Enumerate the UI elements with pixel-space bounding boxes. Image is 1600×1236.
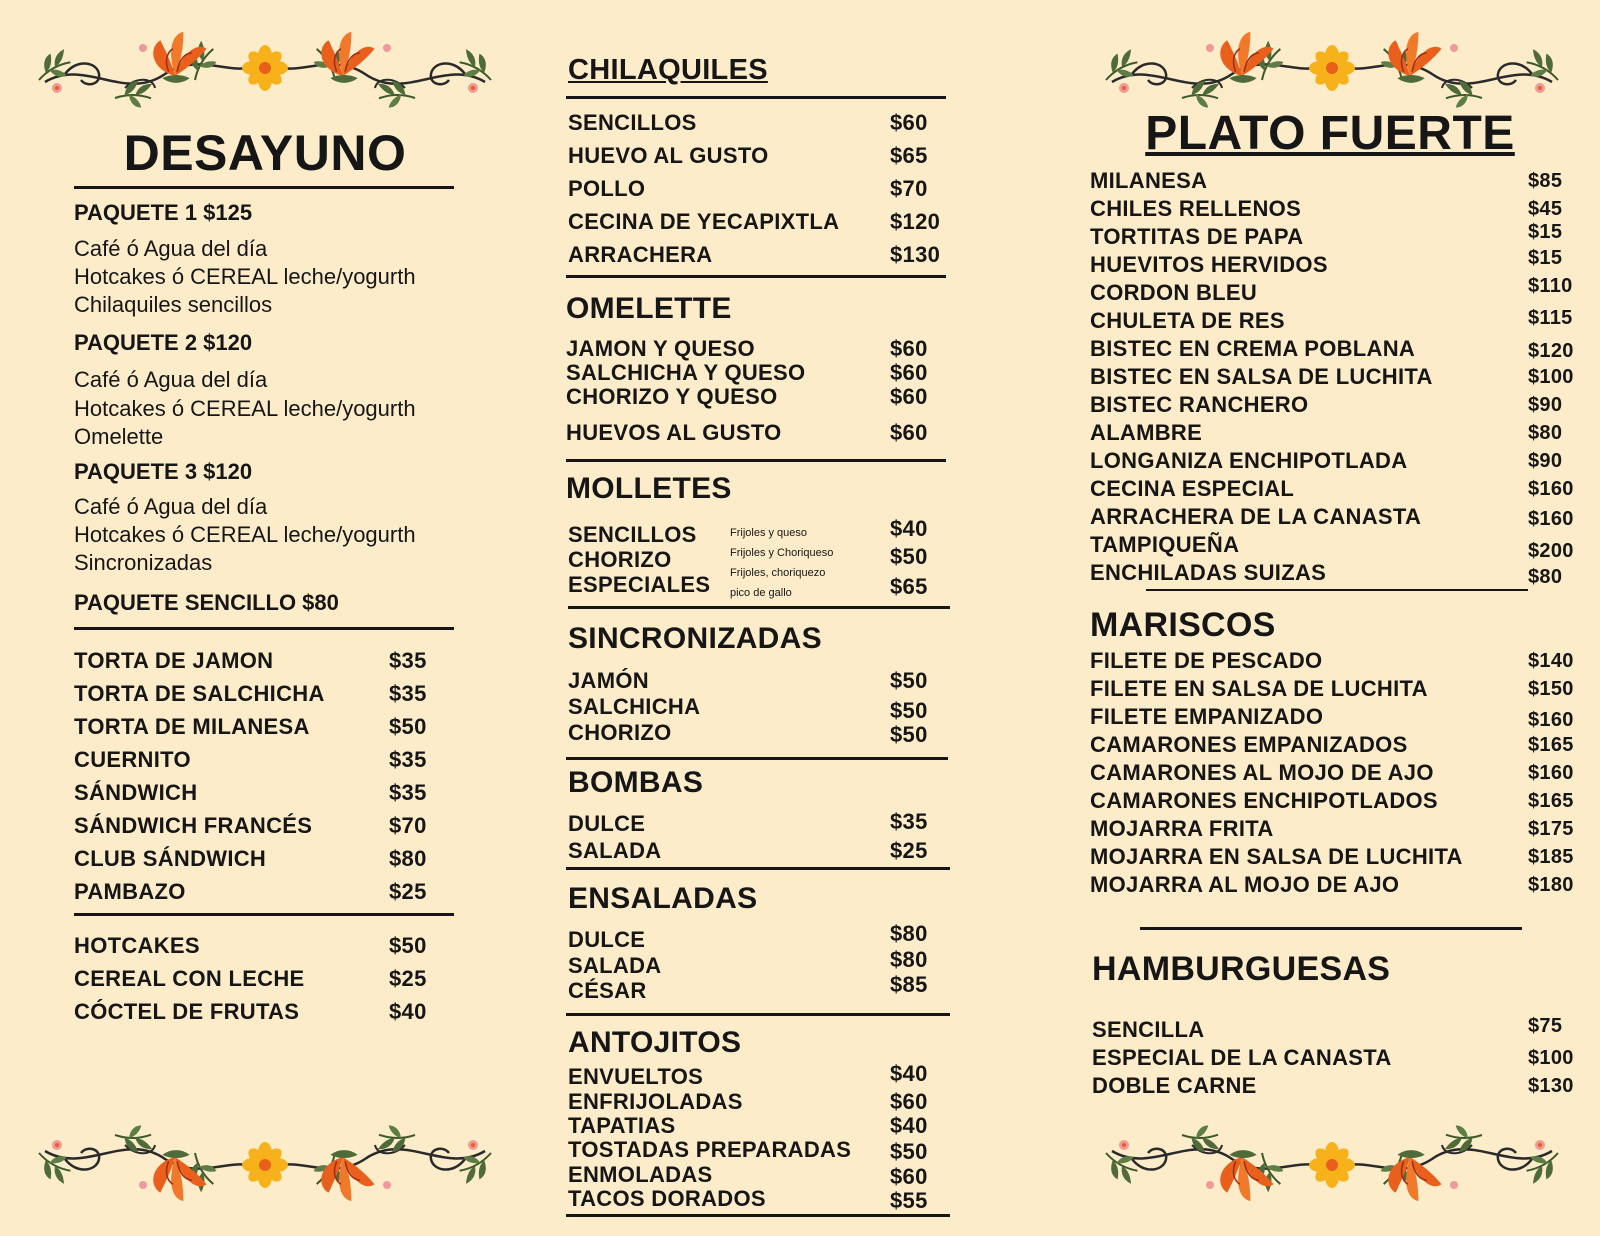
menu-item (74, 681, 434, 707)
item-name: JAMÓN (568, 668, 649, 693)
desayuno-title: DESAYUNO (123, 125, 407, 181)
item-price: $80 (890, 947, 928, 972)
item-name: ENFRIJOLADAS (568, 1089, 743, 1114)
section-title-hamburguesas: HAMBURGUESAS (1092, 950, 1391, 988)
menu-item (1090, 476, 1590, 502)
item-name: CAMARONES ENCHIPOTLADOS (1090, 788, 1438, 813)
package-sencillo: PAQUETE SENCILLO $80 (74, 590, 339, 615)
menu-item (566, 420, 936, 446)
item-name: POLLO (568, 176, 646, 201)
menu-item (568, 811, 938, 837)
item-price: $50 (890, 1139, 928, 1164)
extras-list (74, 933, 434, 1033)
divider (566, 96, 946, 99)
item-name: CHORIZO Y QUESO (566, 384, 778, 409)
item-note: Frijoles, choriquezo (730, 567, 826, 579)
item-name: SENCILLOS (568, 110, 697, 135)
item-price: $80 (1528, 566, 1563, 588)
package-line: Café ó Agua del día (74, 494, 268, 519)
item-price: $80 (389, 846, 427, 871)
item-name: ENVUELTOS (568, 1064, 704, 1089)
item-price: $60 (890, 384, 928, 409)
menu-item (74, 714, 434, 740)
middle-column (560, 0, 960, 1236)
item-name: CAMARONES AL MOJO DE AJO (1090, 760, 1434, 785)
item-name: FILETE EMPANIZADO (1090, 704, 1324, 729)
menu-item (568, 209, 941, 235)
menu-item (1090, 196, 1590, 222)
section-title-bombas: BOMBAS (568, 766, 704, 799)
item-price: $165 (1528, 790, 1574, 812)
item-price: $50 (890, 544, 928, 569)
plato-fuerte-column (1060, 0, 1600, 1236)
package-title: PAQUETE 1 $125 (74, 200, 253, 225)
package-line: Hotcakes ó CEREAL leche/yogurth (74, 522, 416, 547)
item-price: $60 (890, 1089, 928, 1114)
item-name: CEREAL CON LECHE (74, 966, 305, 991)
item-name: SALADA (568, 953, 662, 978)
menu-item (1090, 560, 1590, 586)
item-price: $120 (890, 209, 941, 234)
item-name: CAMARONES EMPANIZADOS (1090, 732, 1408, 757)
item-price: $50 (890, 722, 928, 747)
divider (74, 627, 454, 630)
item-name: ARRACHERA (568, 242, 713, 267)
menu-item (1092, 1045, 1592, 1071)
item-name: TACOS DORADOS (568, 1186, 766, 1211)
package-title: PAQUETE 3 $120 (74, 459, 253, 484)
item-price: $25 (389, 966, 427, 991)
item-name: HOTCAKES (74, 933, 200, 958)
menu-item (568, 720, 938, 746)
menu-item (568, 143, 938, 169)
menu-item (566, 336, 936, 362)
divider (566, 757, 948, 760)
item-name: DULCE (568, 811, 646, 836)
item-price: $40 (890, 516, 928, 541)
item-price: $80 (890, 921, 928, 946)
item-name: CECINA DE YECAPIXTLA (568, 209, 840, 234)
chilaquiles-list (568, 110, 941, 270)
item-price: $115 (1528, 307, 1573, 329)
item-price: $35 (389, 747, 427, 772)
item-price: $85 (890, 972, 928, 997)
menu-item (1090, 275, 1590, 306)
item-name: CHULETA DE RES (1090, 308, 1285, 333)
item-price: $80 (1528, 422, 1563, 444)
mariscos-list (1090, 648, 1590, 898)
omelette-list (566, 336, 936, 446)
divider (566, 867, 950, 870)
section-title-chilaquiles: CHILAQUILES (568, 54, 768, 86)
item-price: $180 (1528, 874, 1574, 896)
hamburguesas-list (1092, 1017, 1592, 1097)
menu-item (1090, 364, 1590, 390)
menu-item (568, 176, 938, 202)
item-price: $15 (1528, 247, 1563, 269)
item-name: FILETE DE PESCADO (1090, 648, 1323, 673)
item-name: HUEVITOS HERVIDOS (1090, 252, 1328, 277)
item-price: $85 (1528, 170, 1563, 192)
item-name: CHORIZO (568, 547, 672, 572)
item-name: CUERNITO (74, 747, 191, 772)
floral-garland-icon (25, 18, 505, 108)
item-name: MOJARRA FRITA (1090, 816, 1274, 841)
item-name: LONGANIZA ENCHIPOTLADA (1090, 448, 1408, 473)
menu-item (568, 110, 938, 136)
menu-item (1090, 704, 1590, 730)
menu-item (568, 694, 938, 723)
item-name: ENMOLADAS (568, 1162, 713, 1187)
item-price: $65 (890, 143, 928, 168)
menu-item (1092, 1073, 1592, 1099)
menu-item (1090, 532, 1590, 562)
divider (566, 459, 946, 462)
item-name: DULCE (568, 927, 646, 952)
item-name: TORTITAS DE PAPA (1090, 224, 1304, 249)
divider (566, 1013, 950, 1016)
item-name: MOJARRA EN SALSA DE LUCHITA (1090, 844, 1463, 869)
item-price: $200 (1528, 540, 1574, 562)
item-price: $100 (1528, 1047, 1574, 1069)
section-title-molletes: MOLLETES (566, 472, 732, 505)
menu-item (1090, 336, 1590, 362)
menu-item (568, 1162, 938, 1188)
menu-item (74, 780, 434, 806)
menu-item (1090, 308, 1590, 334)
menu-item (74, 648, 434, 674)
menu-item (74, 747, 434, 773)
item-price: $50 (890, 668, 928, 693)
item-price: $50 (389, 933, 427, 958)
menu-item (568, 242, 941, 268)
item-name: CORDON BLEU (1090, 280, 1258, 305)
menu-item (1092, 1017, 1592, 1043)
item-price: $40 (890, 1113, 928, 1138)
item-price: $60 (890, 336, 928, 361)
item-price: $60 (890, 420, 928, 445)
menu-item (568, 1113, 938, 1139)
item-name: ESPECIALES (568, 572, 711, 597)
item-name: JAMON Y QUESO (566, 336, 755, 361)
item-price: $130 (1528, 1075, 1574, 1097)
item-name: HUEVOS AL GUSTO (566, 420, 782, 445)
item-name: SENCILLOS (568, 522, 697, 547)
package-line: Hotcakes ó CEREAL leche/yogurth (74, 264, 416, 289)
menu-item (1090, 788, 1590, 814)
menu-item (1090, 420, 1590, 446)
item-name: SALCHICHA (568, 694, 701, 719)
item-price: $70 (890, 176, 928, 201)
item-price: $175 (1528, 818, 1574, 840)
item-price: $120 (1528, 340, 1574, 362)
item-name: ENCHILADAS SUIZAS (1090, 560, 1327, 585)
molletes-list (568, 516, 938, 602)
divider (74, 186, 454, 189)
item-price: $50 (890, 698, 928, 723)
item-price: $35 (389, 780, 427, 805)
menu-item (1090, 732, 1590, 758)
divider (568, 606, 950, 609)
item-price: $150 (1528, 678, 1574, 700)
plato-fuerte-list (1090, 168, 1590, 588)
menu-item (1090, 247, 1590, 278)
item-price: $110 (1528, 275, 1573, 297)
menu-item (1090, 760, 1590, 786)
package-title: PAQUETE 2 $120 (74, 330, 253, 355)
section-title-antojitos: ANTOJITOS (568, 1026, 742, 1059)
menu-item (1090, 504, 1590, 530)
menu-item (568, 1089, 938, 1115)
section-title-ensaladas: ENSALADAS (568, 882, 758, 915)
menu-item (1090, 872, 1590, 898)
antojitos-list (568, 1061, 938, 1214)
menu-item (74, 933, 434, 959)
item-price: $35 (389, 648, 427, 673)
floral-garland-icon (1092, 1125, 1572, 1215)
item-price: $100 (1528, 366, 1574, 388)
menu-item (1090, 676, 1590, 702)
menu-item (74, 813, 434, 839)
item-name: SÁNDWICH FRANCÉS (74, 813, 313, 838)
item-price: $140 (1528, 650, 1574, 672)
item-name: DOBLE CARNE (1092, 1073, 1257, 1098)
divider (74, 913, 454, 916)
item-note: Frijoles y Choriqueso (730, 547, 834, 559)
item-price: $60 (890, 1164, 928, 1189)
item-price: $40 (890, 1061, 928, 1086)
divider (566, 1214, 950, 1217)
menu-item (74, 999, 434, 1025)
menu-item (74, 966, 434, 992)
desayuno-column (0, 0, 530, 1236)
item-name: CHILES RELLENOS (1090, 196, 1302, 221)
item-price: $65 (890, 574, 928, 599)
section-title-omelette: OMELETTE (566, 292, 732, 325)
ensaladas-list (568, 921, 938, 1003)
package-line: Omelette (74, 424, 164, 449)
menu-item (568, 947, 938, 979)
item-name: MILANESA (1090, 168, 1208, 193)
menu-item (1090, 168, 1590, 194)
item-price: $70 (389, 813, 427, 838)
package-line: Hotcakes ó CEREAL leche/yogurth (74, 396, 416, 421)
menu-item (568, 668, 938, 694)
item-name: CHORIZO (568, 720, 672, 745)
item-name: TORTA DE JAMON (74, 648, 274, 673)
menu-item (566, 360, 936, 386)
item-name: CÉSAR (568, 978, 647, 1003)
menu-item (1090, 816, 1590, 842)
menu-item (1090, 392, 1590, 418)
item-name: CÓCTEL DE FRUTAS (74, 999, 300, 1024)
item-price: $25 (389, 879, 427, 904)
menu-item (568, 1186, 938, 1212)
menu-item (74, 879, 434, 905)
item-price: $60 (890, 360, 928, 385)
item-price: $35 (890, 809, 928, 834)
package-line: Café ó Agua del día (74, 367, 268, 392)
bombas-list (568, 811, 938, 865)
item-name: TOSTADAS PREPARADAS (568, 1137, 852, 1162)
divider (566, 275, 946, 278)
item-price: $60 (890, 110, 928, 135)
item-note: pico de gallo (730, 587, 792, 599)
item-name: CECINA ESPECIAL (1090, 476, 1295, 501)
item-price: $40 (389, 999, 427, 1024)
item-name: SÁNDWICH (74, 780, 198, 805)
item-note: Frijoles y queso (730, 527, 808, 539)
item-name: TAPATIAS (568, 1113, 676, 1138)
item-name: FILETE EN SALSA DE LUCHITA (1090, 676, 1428, 701)
item-name: TORTA DE MILANESA (74, 714, 310, 739)
item-name: ARRACHERA DE LA CANASTA (1090, 504, 1422, 529)
item-name: BISTEC EN SALSA DE LUCHITA (1090, 364, 1433, 389)
menu-item (1090, 648, 1590, 674)
item-price: $35 (389, 681, 427, 706)
menu-item (568, 838, 938, 864)
section-title-sincronizadas: SINCRONIZADAS (568, 622, 822, 655)
sincronizadas-list (568, 668, 938, 747)
floral-garland-icon (25, 1125, 505, 1215)
menu-item (74, 846, 434, 872)
item-name: SALADA (568, 838, 662, 863)
divider (1140, 927, 1522, 930)
item-name: PAMBAZO (74, 879, 186, 904)
item-price: $160 (1528, 508, 1574, 530)
item-name: ALAMBRE (1090, 420, 1203, 445)
section-title-mariscos: MARISCOS (1090, 606, 1276, 644)
menu-item (1090, 844, 1590, 870)
item-price: $55 (890, 1188, 928, 1213)
item-price: $45 (1528, 198, 1563, 220)
item-name: BISTEC RANCHERO (1090, 392, 1309, 417)
item-name: TAMPIQUEÑA (1090, 532, 1240, 557)
floral-garland-icon (1092, 18, 1572, 108)
package-line: Café ó Agua del día (74, 236, 268, 261)
item-price: $90 (1528, 450, 1563, 472)
item-price: $50 (389, 714, 427, 739)
item-price: $165 (1528, 734, 1574, 756)
menu-item (568, 972, 938, 1004)
menu-item (1090, 221, 1590, 250)
menu-item (566, 384, 936, 410)
menu-item (568, 921, 938, 953)
item-price: $75 (1528, 1015, 1563, 1037)
item-price: $160 (1528, 709, 1574, 731)
item-name: BISTEC EN CREMA POBLANA (1090, 336, 1416, 361)
item-name: HUEVO AL GUSTO (568, 143, 769, 168)
item-price: $130 (890, 242, 941, 267)
item-name: CLUB SÁNDWICH (74, 846, 267, 871)
item-name: SALCHICHA Y QUESO (566, 360, 806, 385)
package-line: Sincronizadas (74, 550, 213, 575)
package-line: Chilaquiles sencillos (74, 292, 273, 317)
menu-item (568, 1137, 938, 1163)
item-name: ESPECIAL DE LA CANASTA (1092, 1045, 1392, 1070)
item-name: MOJARRA AL MOJO DE AJO (1090, 872, 1400, 897)
item-price: $15 (1528, 221, 1563, 243)
menu-item (568, 1061, 938, 1090)
menu-item (1090, 448, 1590, 474)
item-price: $185 (1528, 846, 1574, 868)
item-price: $90 (1528, 394, 1563, 416)
item-price: $160 (1528, 478, 1574, 500)
tortas-list (74, 648, 434, 918)
divider (1146, 589, 1528, 591)
item-price: $25 (890, 838, 928, 863)
item-price: $160 (1528, 762, 1574, 784)
item-name: TORTA DE SALCHICHA (74, 681, 325, 706)
plato-fuerte-title: PLATO FUERTE (1145, 107, 1515, 160)
item-name: SENCILLA (1092, 1017, 1205, 1042)
